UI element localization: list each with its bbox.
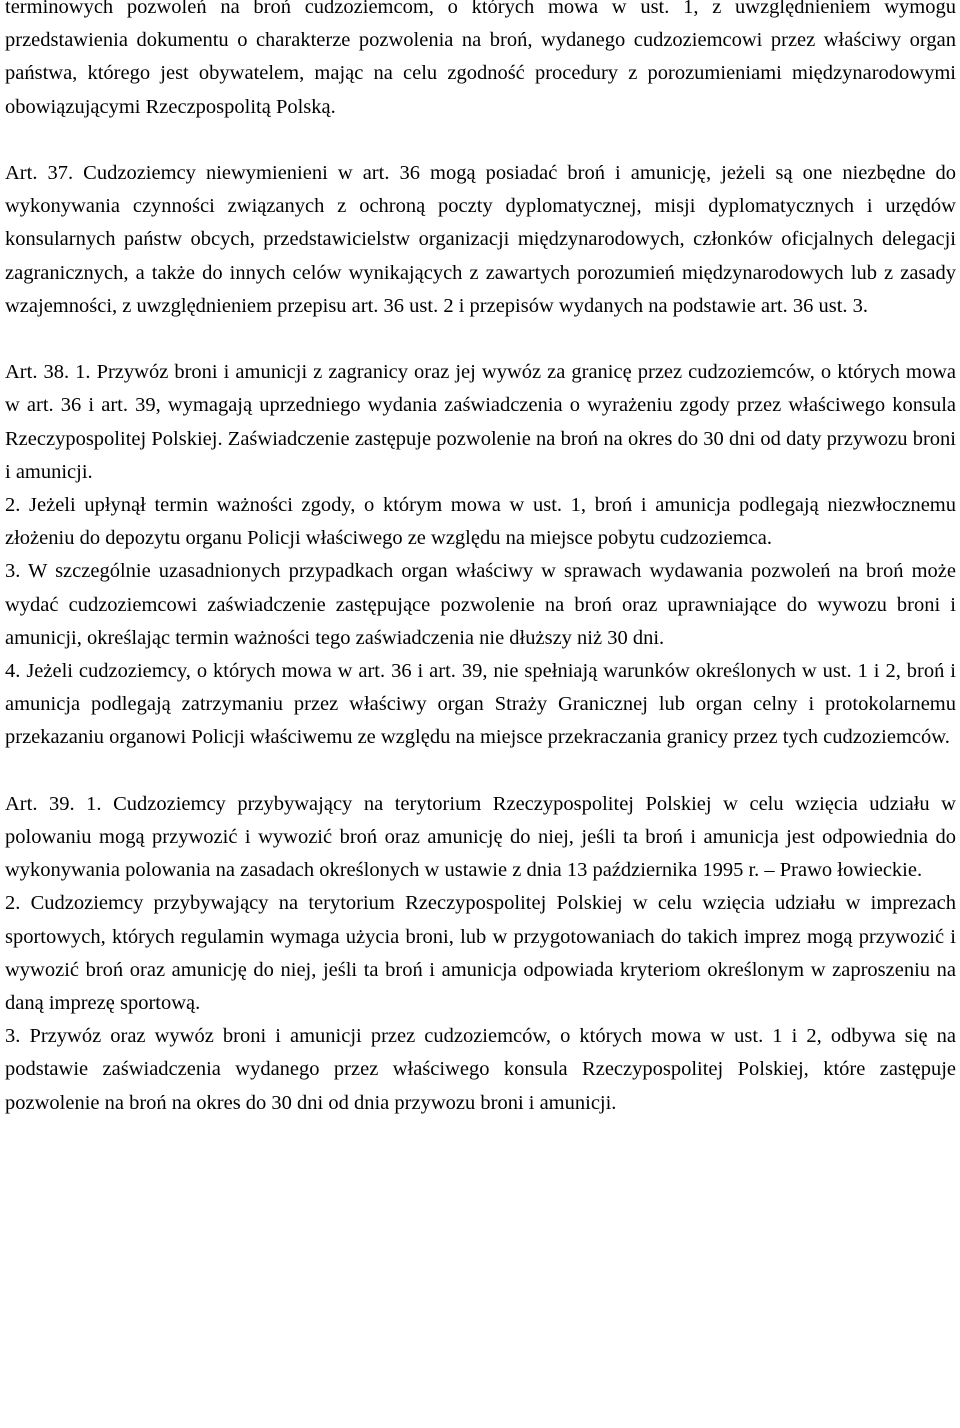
paragraph-art37: Art. 37. Cudzoziemcy niewymienieni w art. 36 mogą posiadać broń i amunicję, jeżeli są one niezbędne do wykonywania czynności związanych z ochroną poczty dyplomatycznej, misji dyplomatycznych i urzędów konsularnych państw obcych, przedstawicielstw organizacji międzynarodowych, członków oficjalnych delegacji zagranicznych, a także do innych celów wynikających z zawartych porozumień międzynarodowych lub z zasady wzajemności, z uwzględnieniem przepisu art. 36 ust. 2 i przepisów wydanych na podstawie art. 36 ust. 3. <box>5 162 956 317</box>
paragraph-art39-3: 3. Przywóz oraz wywóz broni i amunicji przez cudzoziemców, o których mowa w ust. 1 i 2, odbywa się na podstawie zaświadczenia wydanego przez właściwego konsula Rzeczypospolitej Polskiej, które zastępuje pozwolenie na broń na okres do 30 dni od dnia przywozu broni i amunicji. <box>5 1025 956 1114</box>
document-page <box>5 0 956 1120</box>
paragraph-art38-4: 4. Jeżeli cudzoziemcy, o których mowa w art. 36 i art. 39, nie spełniają warunków określonych w ust. 1 i 2, broń i amunicja podlegają zatrzymaniu przez właściwy organ Straży Granicznej lub organ celny i protokolarnemu przekazaniu organowi Policji właściwemu ze względu na miejsce przekraczania granicy przez tych cudzoziemców. <box>5 660 956 749</box>
paragraph-gap <box>5 124 956 157</box>
paragraph-art38-2: 2. Jeżeli upłynął termin ważności zgody, o którym mowa w ust. 1, broń i amunicja podlegają niezwłocznemu złożeniu do depozytu organu Policji właściwego ze względu na miejsce pobytu cudzoziemca. <box>5 494 956 550</box>
paragraph-art39-2: 2. Cudzoziemcy przybywający na terytorium Rzeczypospolitej Polskiej w celu wzięcia udziału w imprezach sportowych, których regulamin wymaga użycia broni, lub w przygotowaniach do takich imprez mogą przywozić i wywozić broń oraz amunicję do niej, jeśli ta broń i amunicja odpowiada kryteriom określonym w zaproszeniu na daną imprezę sportową. <box>5 892 956 1015</box>
paragraph-art36-continuation: terminowych pozwoleń na broń cudzoziemcom, o których mowa w ust. 1, z uwzględnieniem wymogu przedstawienia dokumentu o charakterze pozwolenia na broń, wydanego cudzoziemcowi przez właściwy organ państwa, którego jest obywatelem, mając na celu zgodność procedury z porozumieniami międzynarodowymi obowiązującymi Rzeczpospolitą Polską. <box>5 0 956 118</box>
paragraph-art38-1: Art. 38. 1. Przywóz broni i amunicji z zagranicy oraz jej wywóz za granicę przez cudzoziemców, o których mowa w art. 36 i art. 39, wymagają uprzedniego wydania zaświadczenia o wyrażeniu zgody przez właściwego konsula Rzeczypospolitej Polskiej. Zaświadczenie zastępuje pozwolenie na broń na okres do 30 dni od daty przywozu broni i amunicji. <box>5 361 956 483</box>
paragraph-gap <box>5 755 956 788</box>
paragraph-art38-3: 3. W szczególnie uzasadnionych przypadkach organ właściwy w sprawach wydawania pozwoleń na broń może wydać cudzoziemcowi zaświadczenie zastępujące pozwolenie na broń oraz uprawniające do wywozu broni i amunicji, określając termin ważności tego zaświadczenia nie dłuższy niż 30 dni. <box>5 560 956 649</box>
paragraph-art39-1: Art. 39. 1. Cudzoziemcy przybywający na terytorium Rzeczypospolitej Polskiej w celu wzięcia udziału w polowaniu mogą przywozić i wywozić broń oraz amunicję do niej, jeśli ta broń i amunicja jest odpowiednia do wykonywania polowania na zasadach określonych w ustawie z dnia 13 października 1995 r. – Prawo łowieckie. <box>5 792 956 882</box>
paragraph-gap <box>5 323 956 356</box>
